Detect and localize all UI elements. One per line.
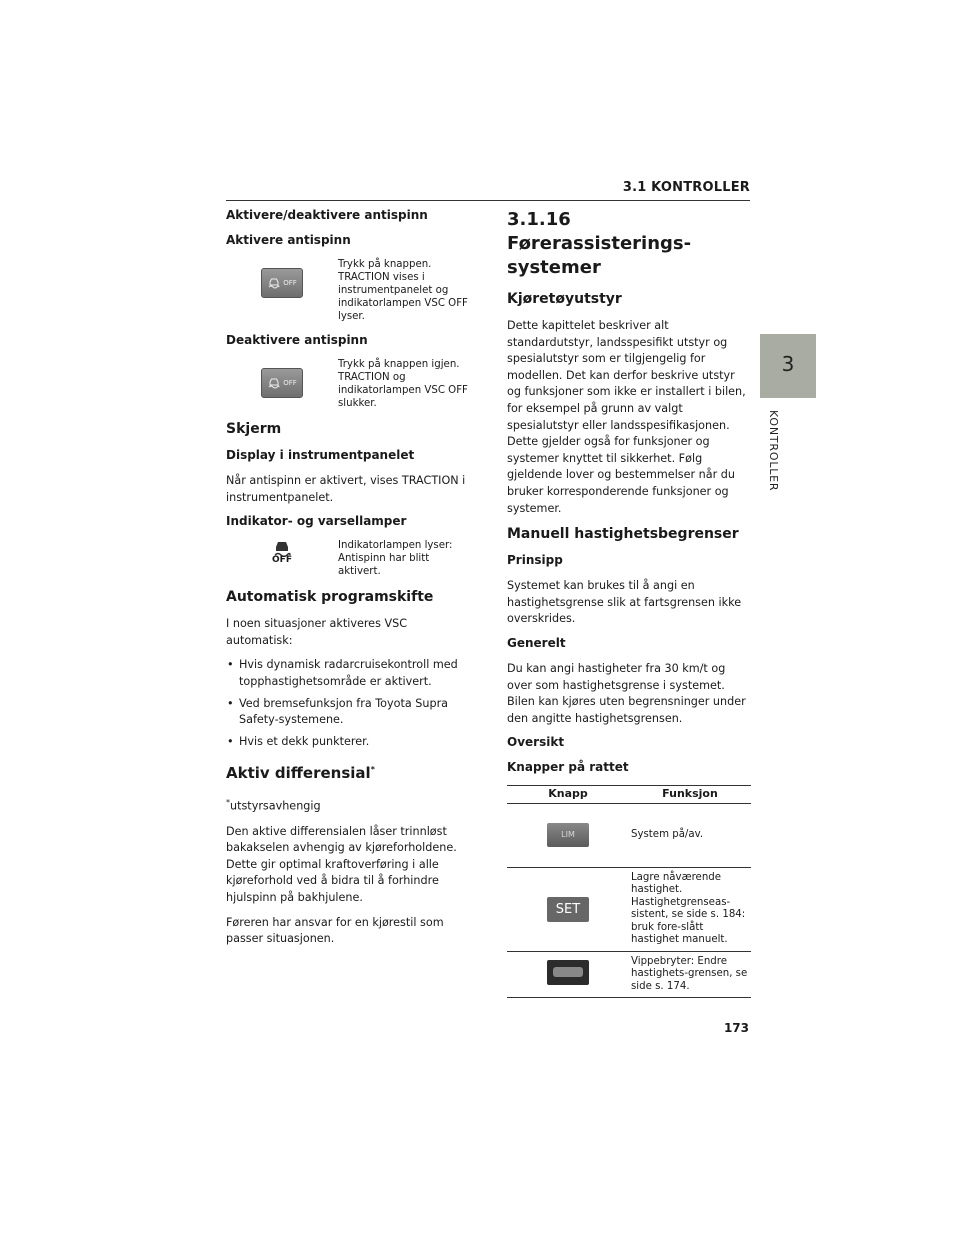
table-cell-function: Vippebryter: Endre hastighets-grensen, se side s. 174. xyxy=(629,951,751,998)
equipment-text: Dette kapittelet beskriver alt standardutstyr, landsspesifikt utstyr og spesialutstyr som er tilgjengelig for modellen. Det kan derfor beskrive utstyr og funksjoner som ikke er installert i bilen, for eksempel på grunn av valgt spesialutstyr eller landsspesifikasjonen. Dette gjelder også for funksjoner og systemer knyttet til sikkerhet. Følg gjeldende lover og bestemmelser når du bruker korresponderende funksjoner og systemer. xyxy=(507,319,746,515)
table-header-function: Funksjon xyxy=(629,786,751,804)
table-cell-function: System på/av. xyxy=(629,803,751,867)
list-item: • Ved bremsefunksjon fra Toyota Supra Safety-systemene. xyxy=(226,696,472,729)
header-rule xyxy=(226,200,750,201)
activate-row xyxy=(226,258,472,323)
running-header: 3.1 KONTROLLER xyxy=(622,180,750,195)
page-number: 173 xyxy=(723,1021,749,1035)
list-item: • Hvis dynamisk radarcruisekontroll med topphastighetsområde er aktivert. xyxy=(226,657,472,690)
heading-indicator: Indikator- og varsellamper xyxy=(226,514,407,529)
lim-button-icon: LIM xyxy=(547,823,589,847)
heading-principle: Prinsipp xyxy=(507,553,563,568)
list-item: • Hvis et dekk punkterer. xyxy=(226,734,472,751)
principle-text: Systemet kan brukes til å angi en hastighetsgrense slik at fartsgrensen ikke overskrides. xyxy=(507,579,742,626)
heading-limiter: Manuell hastighetsbegrenser xyxy=(507,526,739,543)
heading-diff xyxy=(226,758,472,785)
auto-list xyxy=(226,657,472,750)
diff-paragraph-1: Den aktive differensialen låser trinnløst bakakselen avhengig av kjøreforholdene. Dette gir optimal kraftoverføring i alle kjøreforhold ved å bidra til å forhindre hjulspinn på bakhjulene. xyxy=(226,824,457,905)
left-column xyxy=(226,208,472,956)
footnote xyxy=(226,795,472,815)
heading-auto: Automatisk programskifte xyxy=(226,589,434,606)
table-row xyxy=(507,867,751,951)
display-text: Når antispinn er aktivert, vises TRACTION i instrumentpanelet. xyxy=(226,474,466,504)
heading-diff-text: Aktiv differensial xyxy=(226,764,371,783)
button-off-label: OFF xyxy=(283,379,297,387)
heading-equipment: Kjøretøyutstyr xyxy=(507,291,622,307)
auto-intro: I noen situasjoner aktiveres VSC automatisk: xyxy=(226,617,408,647)
chapter-number: 3 xyxy=(781,352,795,376)
rocker-switch-icon xyxy=(547,960,589,985)
right-column xyxy=(507,208,751,998)
activate-text: Trykk på knappen. TRACTION vises i instrumentpanelet og indikatorlampen VSC OFF lyser. xyxy=(338,259,468,322)
section-title: 3.1.16 Førerassisterings-systemer xyxy=(507,209,692,278)
indicator-off-label: OFF xyxy=(272,555,292,566)
footnote-star: * xyxy=(226,798,230,808)
heading-activate-deactivate: Aktivere/deaktivere antispinn xyxy=(226,208,428,222)
footnote-text: utstyrsavhengig xyxy=(230,800,321,814)
heading-general: Generelt xyxy=(507,635,566,650)
buttons-table xyxy=(507,785,751,998)
table-row xyxy=(507,803,751,867)
set-button-icon: SET xyxy=(547,897,589,922)
heading-activate: Aktivere antispinn xyxy=(226,233,351,247)
chapter-label: KONTROLLER xyxy=(767,410,780,492)
heading-buttons: Knapper på rattet xyxy=(507,760,629,775)
deactivate-row xyxy=(226,358,472,410)
indicator-row xyxy=(226,539,472,578)
indicator-text: Indikatorlampen lyser: Antispinn har blitt aktivert. xyxy=(338,540,453,578)
deactivate-text: Trykk på knappen igjen. TRACTION og indikatorlampen VSC OFF slukker. xyxy=(338,359,468,409)
diff-paragraph-2: Føreren har ansvar for en kjørestil som passer situasjonen. xyxy=(226,915,444,946)
table-cell-function: Lagre nåværende hastighet. Hastighetgrenseas-sistent, se side s. 184: bruk fore-slått hastighet manuelt. xyxy=(629,867,751,951)
table-row xyxy=(507,951,751,998)
table-header-button: Knapp xyxy=(507,786,629,804)
diff-star: * xyxy=(370,765,375,775)
general-text: Du kan angi hastigheter fra 30 km/t og over som hastighetsgrense i systemet. Bilen kan kjøres uten begrensninger under den angitte hastighetsgrensen. xyxy=(507,661,746,725)
traction-button-icon xyxy=(261,368,303,398)
traction-button-icon xyxy=(261,268,303,298)
heading-deactivate: Deaktivere antispinn xyxy=(226,333,368,347)
heading-display: Display i instrumentpanelet xyxy=(226,448,415,462)
heading-overview: Oversikt xyxy=(507,735,565,750)
heading-screen: Skjerm xyxy=(226,421,282,437)
button-off-label: OFF xyxy=(283,279,297,287)
